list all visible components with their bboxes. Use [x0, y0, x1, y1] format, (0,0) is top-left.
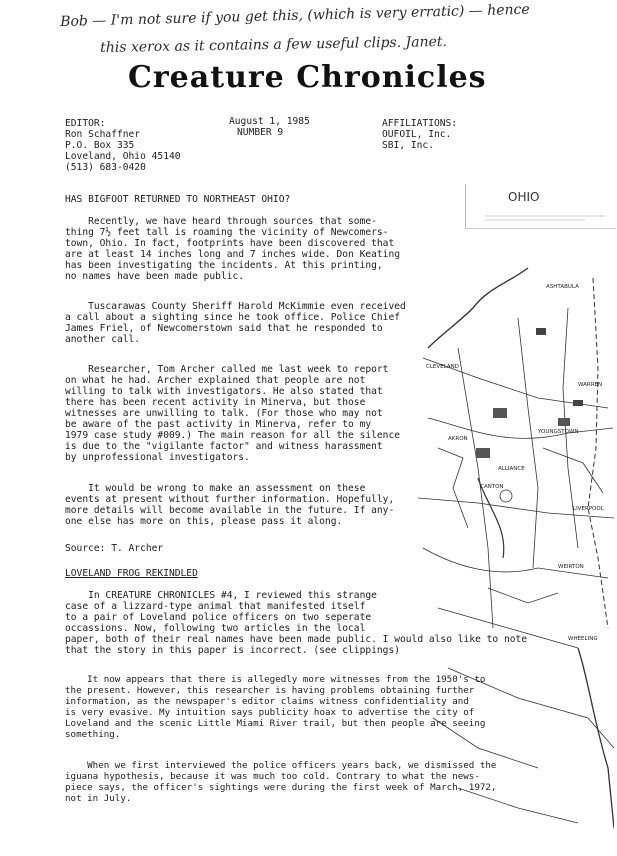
text-line: one else has more on this, please pass it along.	[65, 516, 343, 527]
text-line: James Friel, of Newcomerstown said that he responded to	[65, 323, 383, 334]
article-2-headline: LOVELAND FROG REKINDLED	[65, 568, 198, 579]
issue-date: August 1, 1985	[229, 116, 310, 127]
masthead-title: Creature Chronicles	[128, 60, 487, 95]
text-line: a call about a sighting since he took office. Police Chief	[65, 312, 401, 323]
text-line: the present. However, this researcher is having problems obtaining further	[65, 685, 475, 696]
affiliation-oufoil: OUFOIL, Inc.	[382, 129, 452, 140]
text-line: is very evasive. My intuition says publicity hoax to advertise the city of	[65, 707, 475, 718]
text-line: Recently, we have heard through sources that some-	[65, 216, 377, 227]
text-line: witnesses are unwilling to talk. (For those who may not	[65, 408, 383, 419]
clipping-header-decor	[465, 184, 617, 230]
text-line: thing 7½ feet tall is roaming the vicinity of Newcomers-	[65, 227, 389, 238]
map-town-label: ASHTABULA	[546, 284, 579, 290]
text-line: Researcher, Tom Archer called me last week to report	[65, 364, 389, 375]
editor-city: Loveland, Ohio 45140	[65, 151, 181, 162]
text-line: information, as the newspaper's editor claims witness confidentiality and	[65, 696, 469, 707]
map-town-label: CANTON	[480, 484, 504, 490]
text-line: willing to talk with investigators. He also stated that	[65, 386, 383, 397]
map-town-label: CLEVELAND	[426, 364, 459, 370]
ohio-state-label: OHIO	[508, 190, 540, 204]
editor-phone: (513) 683-0420	[65, 162, 146, 173]
text-line: to a pair of Loveland police officers on two seperate	[65, 612, 372, 623]
affiliations-label: AFFILIATIONS:	[382, 118, 458, 129]
text-line: on what he had. Archer explained that people are not	[65, 375, 366, 386]
text-line: It now appears that there is allegedly more witnesses from the 1950's to	[65, 674, 486, 685]
editor-name: Ron Schaffner	[65, 129, 141, 140]
text-line: not in July.	[65, 793, 132, 804]
ohio-map-clipping	[418, 248, 614, 848]
text-line: another call.	[65, 334, 141, 345]
map-town-label: ALLIANCE	[498, 466, 525, 472]
article-1-headline: HAS BIGFOOT RETURNED TO NORTHEAST OHIO?	[65, 194, 291, 205]
text-line: no names have been made public.	[65, 271, 245, 282]
text-line: In CREATURE CHRONICLES #4, I reviewed this strange	[65, 590, 377, 601]
text-line: piece says, the officer's sightings were during the first week of March, 1972,	[65, 782, 497, 793]
text-line: more details will become available in the future. If any-	[65, 505, 395, 516]
handwritten-note-line-2: this xerox as it contains a few useful clips. Janet.	[100, 33, 448, 56]
editor-label: EDITOR:	[65, 118, 106, 129]
text-line: events at present without further information. Hopefully,	[65, 494, 395, 505]
article-1-paragraph-1	[65, 216, 400, 282]
map-town-label: AKRON	[448, 436, 468, 442]
article-1-source: Source: T. Archer	[65, 543, 164, 554]
text-line: Tuscarawas County Sheriff Harold McKimmie even received	[65, 301, 406, 312]
text-line: by unprofessional investigators.	[65, 452, 250, 463]
map-town-label: WHEELING	[568, 636, 598, 642]
text-line: something.	[65, 729, 121, 740]
text-line: that the story in this paper is incorrect. (see clippings)	[65, 645, 401, 656]
map-town-label: WARREN	[578, 382, 603, 388]
text-line: are at least 14 inches long and 7 inches wide. Don Keating	[65, 249, 401, 260]
text-line: 1979 case study #009.) The main reason for all the silence	[65, 430, 401, 441]
map-town-label: YOUNGSTOWN	[538, 429, 579, 435]
text-line: is due to the "vigilante factor" and witness harassment	[65, 441, 383, 452]
text-line: occassions. Now, following two articles in the local	[65, 623, 366, 634]
text-line: be aware of the past activity in Minerva, refer to my	[65, 419, 372, 430]
article-1-paragraph-4	[65, 483, 394, 527]
text-line: When we first interviewed the police officers years back, we dismissed the	[65, 760, 497, 771]
affiliations-block	[382, 118, 457, 151]
text-line: has been investigating the incidents. At this printing,	[65, 260, 383, 271]
editor-po-box: P.O. Box 335	[65, 140, 135, 151]
article-1-paragraph-3	[65, 364, 400, 463]
article-1-paragraph-2	[65, 301, 406, 345]
issue-block	[229, 116, 310, 138]
affiliation-sbi: SBI, Inc.	[382, 140, 434, 151]
issue-number: NUMBER 9	[237, 127, 284, 138]
text-line: iguana hypothesis, because it was much too cold. Contrary to what the news-	[65, 771, 480, 782]
text-line: It would be wrong to make an assessment on these	[65, 483, 366, 494]
text-line: there has been recent activity in Minerva, but those	[65, 397, 366, 408]
editor-block	[65, 118, 181, 173]
text-line: case of a lizzard-type animal that manifested itself	[65, 601, 366, 612]
map-town-label: WEIRTON	[558, 564, 584, 570]
text-line: paper, both of their real names have been made public. I would also like to note	[65, 634, 528, 645]
text-line: Loveland and the scenic Little Miami River trail, but then people are seeing	[65, 718, 486, 729]
map-town-label: LIVERPOOL	[573, 506, 604, 512]
handwritten-note-line-1: Bob — I'm not sure if you get this, (which is very erratic) — hence	[60, 1, 530, 30]
text-line: town, Ohio. In fact, footprints have been discovered that	[65, 238, 395, 249]
